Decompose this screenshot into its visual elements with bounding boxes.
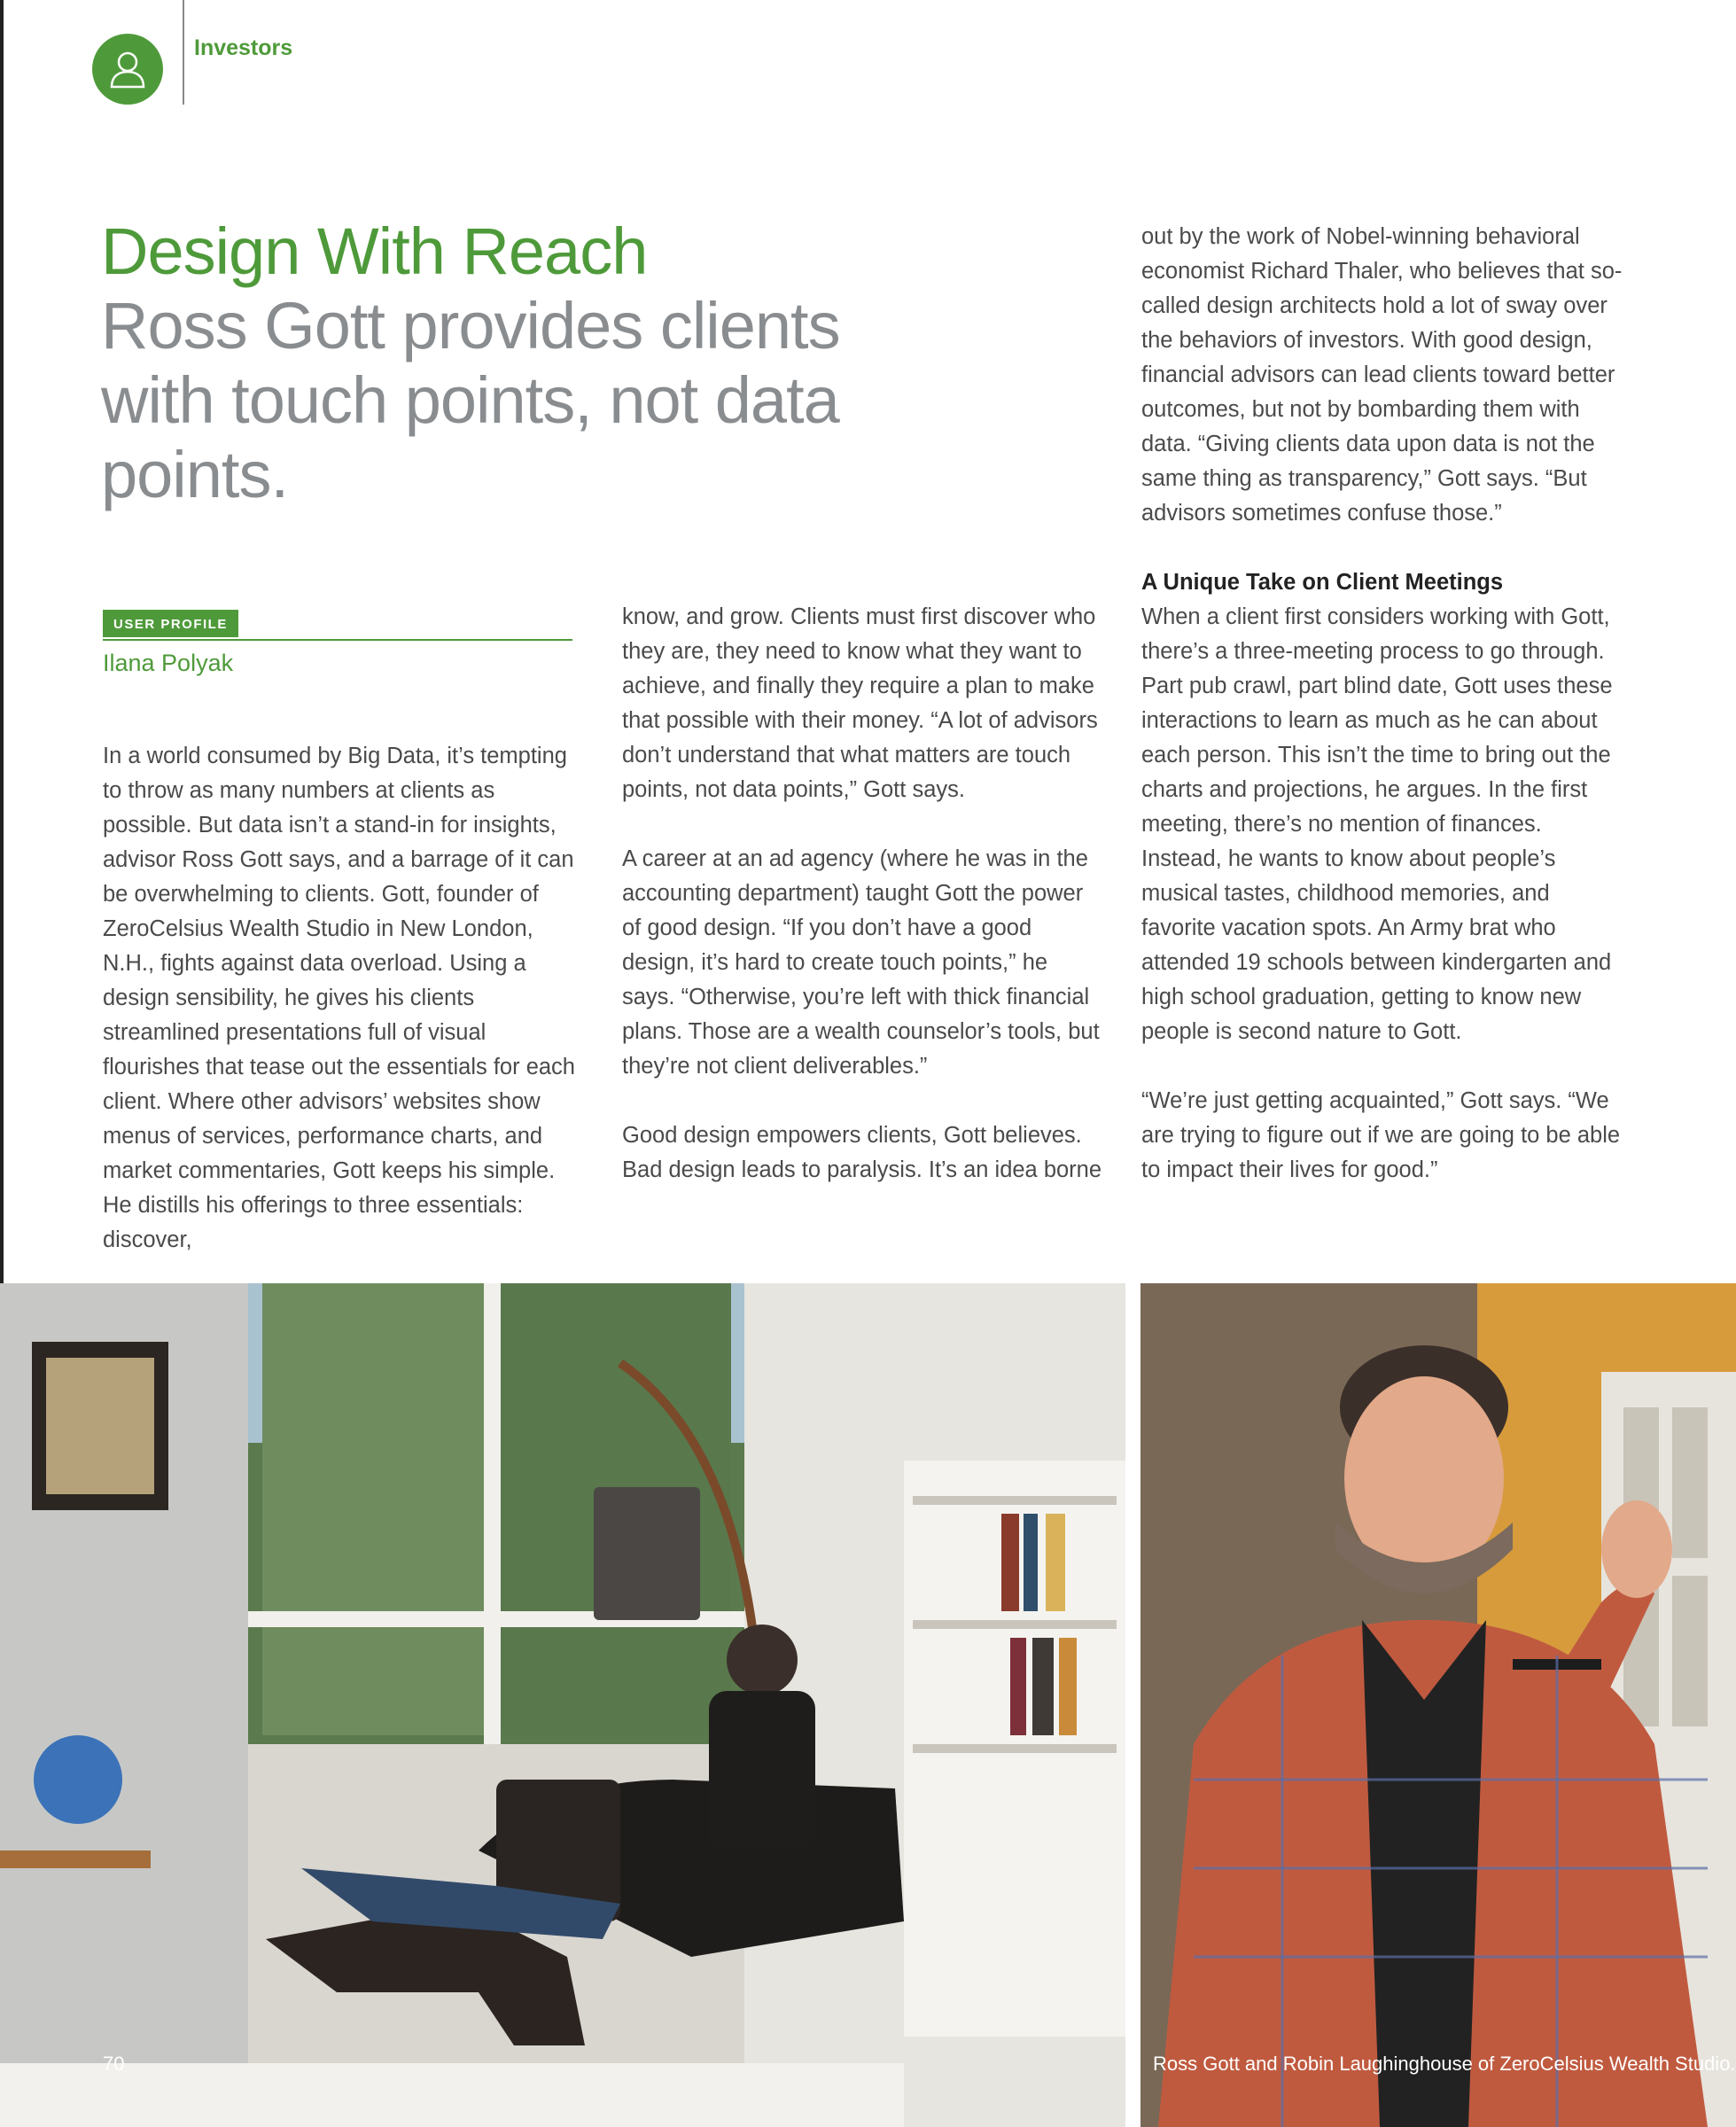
text-column-2 — [622, 600, 1105, 1222]
article-title: Design With Reach — [101, 214, 648, 288]
byline — [103, 610, 572, 677]
paragraph: Good design empowers clients, Gott believes. Bad design leads to paralysis. It’s an idea borne — [622, 1123, 1102, 1182]
photo-home-office-illustration — [0, 1283, 1125, 2127]
photo-portrait-illustration — [1140, 1283, 1736, 2127]
section-label: Investors — [194, 35, 293, 60]
paragraph: When a client first considers working with Gott, there’s a three-meeting process to go through. Part pub crawl, part blind date, Gott uses these interactions to learn as much as he can about each person. This isn’t the time to bring out the charts and projections, he argues. In the first meeting, there’s no mention of finances. Instead, he wants to know about people’s musical tastes, childhood memories, and favorite vacation spots. An Army brat who attended 19 schools between kindergarten and high school graduation, getting to know new people is second nature to Gott. — [1141, 604, 1613, 1044]
author-name: Ilana Polyak — [103, 650, 234, 676]
profile-tag: USER PROFILE — [103, 610, 238, 637]
paragraph: A career at an ad agency (where he was in the accounting department) taught Gott the power of good design. “If you don’t have a good design, it’s hard to create touch points,” he says. “Otherwise, you’re left with thick financial plans. Those are a wealth counselor’s tools, but they’re not client deliverables.” — [622, 846, 1100, 1079]
byline-rule — [103, 639, 572, 641]
photo-portrait — [1140, 1283, 1736, 2127]
header-divider — [183, 0, 184, 105]
headline — [101, 214, 1120, 512]
paragraph: “We’re just getting acquainted,” Gott says. “We are trying to figure out if we are going to be able to impact their lives for good.” — [1141, 1088, 1621, 1182]
subheading: A Unique Take on Client Meetings — [1141, 570, 1504, 595]
photo-home-office — [0, 1283, 1125, 2127]
paragraph: out by the work of Nobel-winning behavioral economist Richard Thaler, who believes that so-called design architects hold a lot of sway over the behaviors of investors. With good design, financial advisors can lead clients toward better outcomes, but not by bombarding them with data. “Giving clients data upon data is not the same thing as transparency,” Gott says. “But advisors sometimes confuse those.” — [1141, 224, 1623, 526]
user-icon — [105, 46, 151, 92]
section-badge — [92, 34, 163, 105]
text-column-1 — [103, 739, 581, 1292]
article-subtitle: Ross Gott provides clients with touch points, not data points. — [101, 289, 840, 511]
paragraph: know, and grow. Clients must first discover who they are, they need to know what they want to achieve, and finally they require a plan to make that possible with their money. “A lot of advisors don’t understand that what matters are touch points, not data points,” Gott says. — [622, 604, 1098, 802]
text-column-3 — [1141, 220, 1624, 1222]
photo-caption: Ross Gott and Robin Laughinghouse of ZeroCelsius Wealth Studio. — [1153, 2053, 1736, 2075]
paragraph: In a world consumed by Big Data, it’s tempting to throw as many numbers at clients as possible. But data isn’t a stand-in for insights, advisor Ross Gott says, and a barrage of it can be overwhelming to clients. Gott, founder of ZeroCelsius Wealth Studio in New London, N.H., fights against data overload. Using a design sensibility, he gives his clients streamlined presentations full of visual flourishes that tease out the essentials for each client. Where other advisors’ websites show menus of services, performance charts, and market commentaries, Gott keeps his simple. He distills his offerings to three essentials: discover, — [103, 744, 575, 1252]
page-number: 70 — [103, 2053, 125, 2075]
page-edge-line — [0, 0, 4, 1285]
